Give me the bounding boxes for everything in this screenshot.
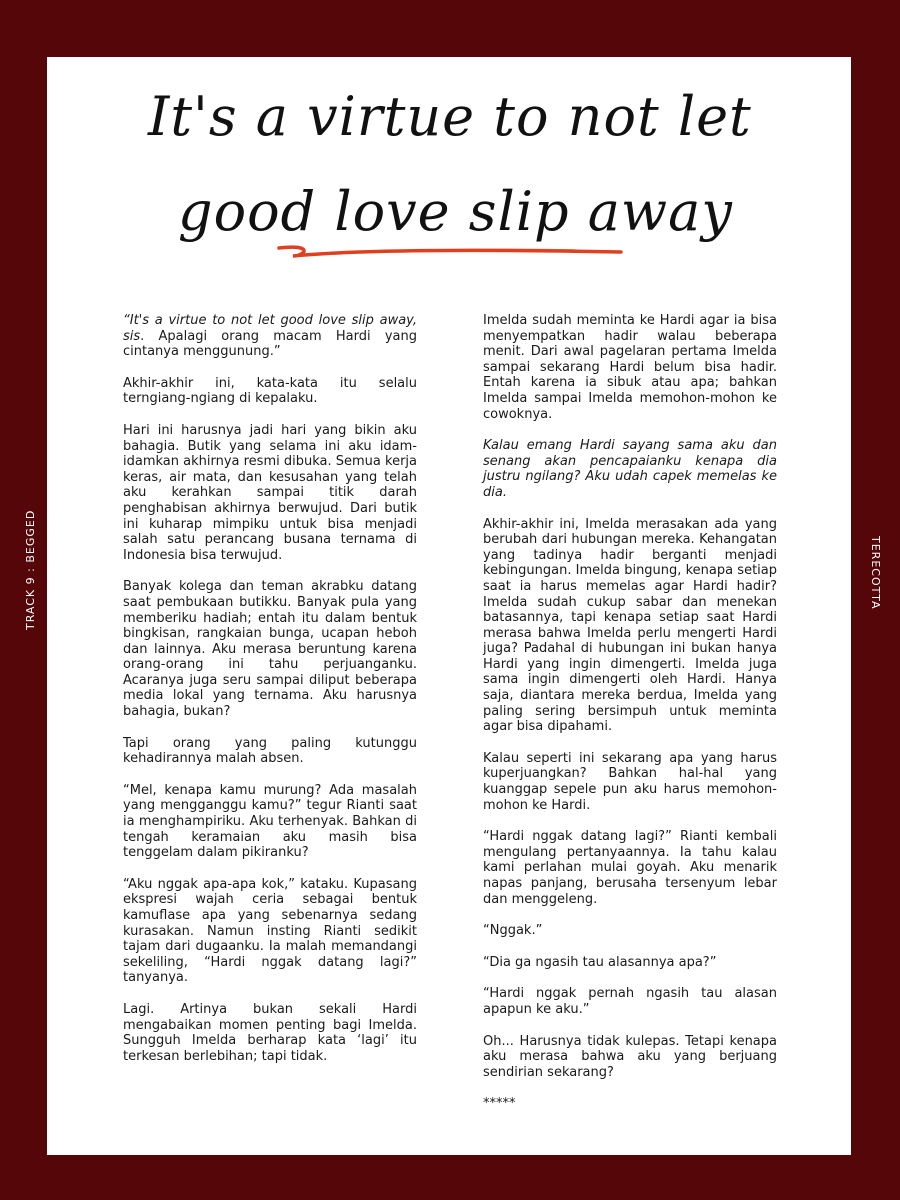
track-label: TRACK 9 : BEGGED: [24, 509, 37, 630]
paragraph: Akhir-akhir ini, Imelda merasakan ada yang berubah dari hubungan mereka. Kehangatan yang tadinya hadir berganti menjadi kebingungan. Imelda bingung, kenapa setiap saat ia harus memelas agar Hardi hadir? Imelda sudah cukup sabar dan menekan batasannya, tapi kenapa setiap saat Hardi merasa bahwa Imelda perlu mengerti Hardi juga? Padahal di hubungan ini bukan hanya Hardi yang ingin dimengerti. Imelda juga sama ingin dimengerti oleh Hardi. Hanya saja, diantara mereka berdua, Imelda yang paling sering bersimpuh untuk meminta agar bisa dipahami.: [483, 516, 777, 735]
paragraph: “Dia ga ngasih tau alasannya apa?”: [483, 954, 717, 970]
author-label: TERECOTTA: [869, 536, 882, 610]
paragraph: Banyak kolega dan teman akrabku datang saat pembukaan butikku. Banyak pula yang memberiku hadiah; entah itu dalam bentuk bingkisan, rangkaian bunga, ucapan heboh dan lainnya. Aku merasa beruntung karena orang-orang ini tahu perjuanganku. Acaranya juga seru sampai diliput beberapa media lokal yang ternama. Aku harusnya bahagia, bukan?: [123, 579, 417, 720]
paragraph: “Aku nggak apa-apa kok,” kataku. Kupasang ekspresi wajah ceria sebagai bentuk kamuflase apa yang sebenarnya sedang kurasakan. Namun insting Rianti sedikit tajam dari dugaanku. Ia malah memandangi sekeliling, “Hardi nggak datang lagi?” tanyanya.: [123, 876, 417, 986]
paragraph: “Mel, kenapa kamu murung? Ada masalah yang mengganggu kamu?” tegur Rianti saat ia menghampiriku. Aku terhenyak. Bahkan di tengah keramaian aku masih bisa tenggelam dalam pikiranku?: [123, 782, 417, 861]
paragraph: Imelda sudah meminta ke Hardi agar ia bisa menyempatkan hadir walau beberapa menit. Dari awal pagelaran pertama Imelda sampai sekarang Hardi belum bisa hadir. Entah karena ia sibuk atau apa; bahkan Imelda sampai Imelda memohon-mohon ke cowoknya.: [483, 313, 777, 422]
paragraph: Tapi orang yang paling kutunggu kehadirannya malah absen.: [123, 735, 417, 767]
paragraph-italic-lead: “It's a virtue to not let good love slip away, sis: [123, 313, 417, 344]
right-column: [483, 313, 777, 1128]
paragraph: [123, 313, 417, 360]
paragraph: Lagi. Artinya bukan sekali Hardi mengabaikan momen penting bagi Imelda. Sungguh Imelda berharap kata ‘lagi’ itu terkesan berlebihan; tapi tidak.: [123, 1001, 417, 1064]
paragraph: “Hardi nggak datang lagi?” Rianti kembali mengulang pertanyaannya. Ia tahu kalau kami perlahan mulai goyah. Aku menarik napas panjang, berusaha tersenyum lebar dan menggeleng.: [483, 829, 777, 907]
title-line-1: It's a virtue to not let: [148, 85, 752, 148]
brush-underline: [275, 238, 625, 262]
paragraph: “Hardi nggak pernah ngasih tau alasan apapun ke aku.”: [483, 986, 777, 1017]
left-column: [123, 313, 417, 1080]
paragraph: Oh... Harusnya tidak kulepas. Tetapi kenapa aku merasa bahwa aku yang berjuang sendirian sekarang?: [483, 1033, 777, 1080]
paragraph-text: . Apalagi orang macam Hardi yang cintanya menggunung.”: [123, 328, 417, 360]
paragraph: Kalau seperti ini sekarang apa yang harus kuperjuangkan? Bahkan hal-hal yang kuanggap sepele pun aku harus memohon-mohon ke Hardi.: [483, 750, 777, 813]
inner-thought-paragraph: Kalau emang Hardi sayang sama aku dan senang akan pencapaianku kenapa dia justru ngilang? Aku udah capek memelas ke dia.: [483, 438, 777, 500]
paragraph: Akhir-akhir ini, kata-kata itu selalu terngiang-ngiang di kepalaku.: [123, 375, 417, 407]
paragraph: “Nggak.”: [483, 923, 543, 939]
section-break: *****: [483, 1096, 516, 1112]
paragraph: Hari ini harusnya jadi hari yang bikin aku bahagia. Butik yang selama ini aku idam-idamkan akhirnya resmi dibuka. Semua kerja keras, air mata, dan kesusahan yang telah aku kerahkan sampai titik darah penghabisan akhirnya berwujud. Dari butik ini kuharap mimpiku untuk bisa menjadi salah satu perancang busana ternama di Indonesia bisa terwujud.: [123, 422, 417, 563]
title-line-2: good love slip away: [178, 180, 733, 243]
